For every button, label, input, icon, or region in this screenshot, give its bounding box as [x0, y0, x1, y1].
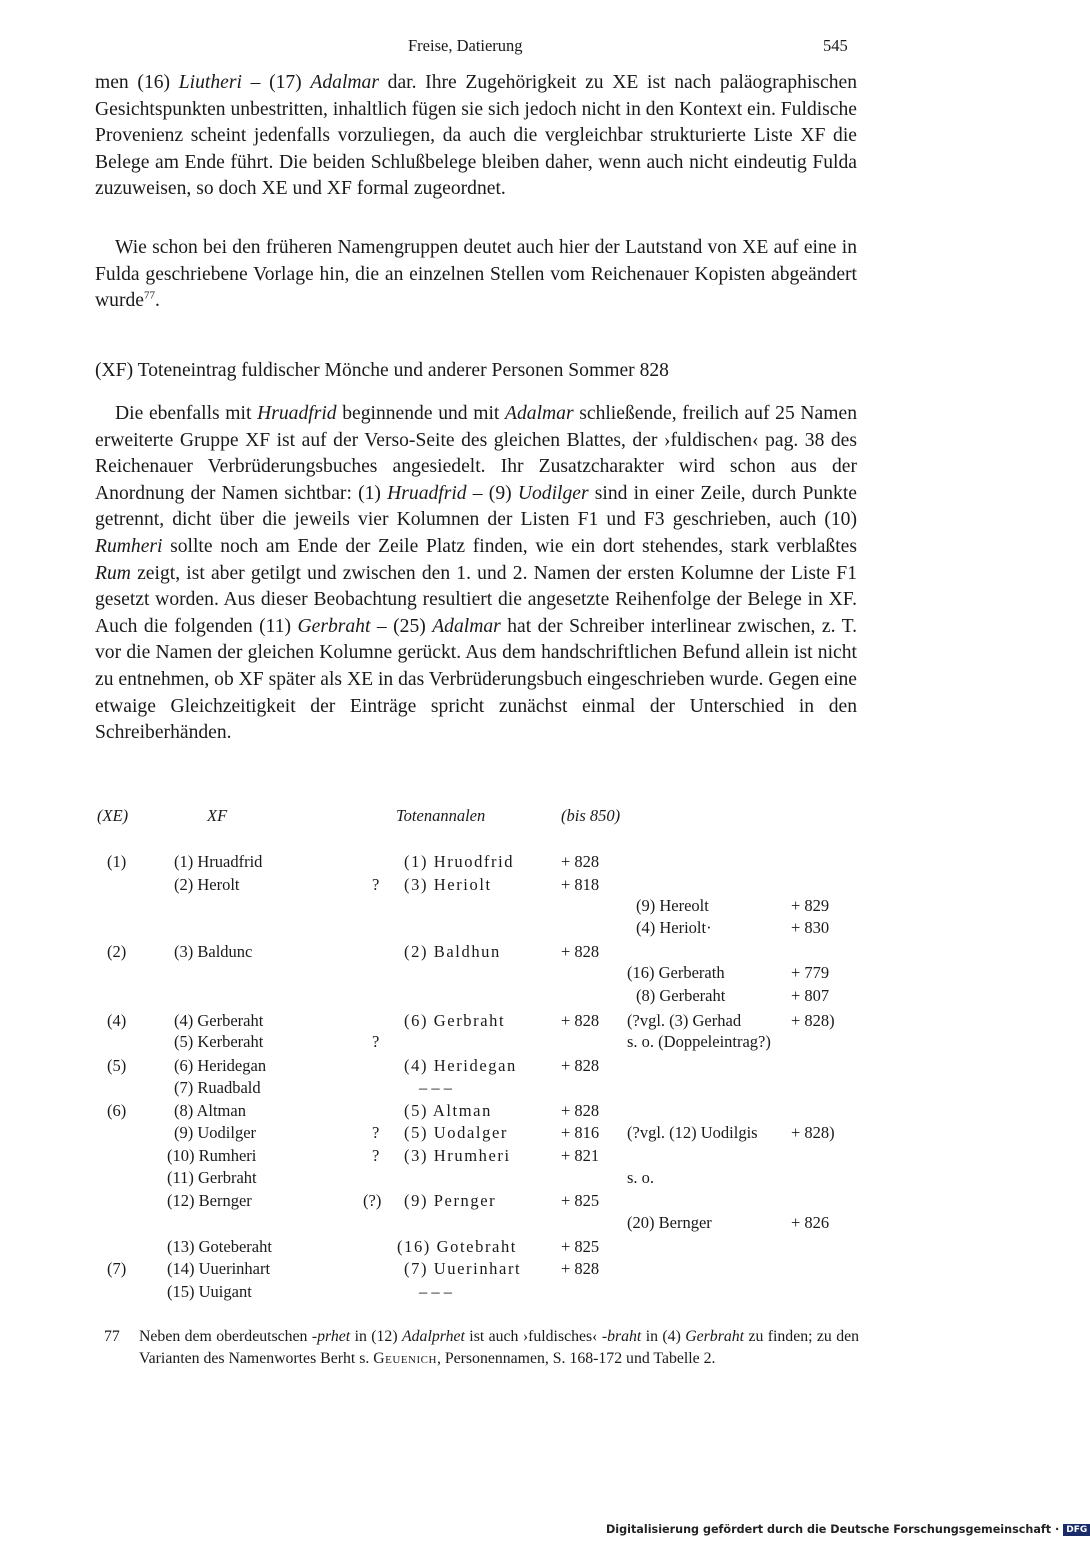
table-cell-xf: (13) Goteberaht [167, 1237, 272, 1256]
footnote-number: 77 [104, 1328, 120, 1345]
table-cell-extra-year: + 807 [791, 986, 830, 1005]
table-cell-tot: (3) Hrumheri [404, 1146, 511, 1165]
table-cell-xf: (14) Uuerinhart [167, 1259, 271, 1278]
table-cell-xf: (10) Rumheri [167, 1146, 257, 1165]
table-cell-year: + 818 [561, 875, 600, 894]
table-cell-tot-dash: – – – [419, 1078, 452, 1097]
paragraph-lautstand: Wie schon bei den früheren Namengruppen deutet auch hier der Lautstand von XE auf eine in Fulda geschriebene Vorlage hin, die an einzelnen Stellen vom Reichenauer Kopisten abgeändert wurde$^{77}$. [95, 237, 857, 312]
table-cell-year: + 828 [561, 1101, 600, 1120]
table-cell-q: ? [372, 1032, 380, 1051]
table-cell-year: + 828 [561, 1011, 600, 1030]
table-header-totenannalen: Totenannalen [396, 806, 486, 825]
table-cell-extra-year: + 828) [791, 1011, 835, 1030]
table-cell-xf: (4) Gerberaht [174, 1011, 264, 1030]
table-cell-tot: (1) Hruodfrid [404, 852, 515, 871]
table-cell-year: + 828 [561, 1259, 600, 1278]
table-cell-extra: (4) Heriolt· [636, 918, 712, 937]
table-cell-tot: (6) Gerbraht [404, 1011, 506, 1030]
table-cell-tot: (3) Heriolt [404, 875, 492, 894]
table-cell-xf: (8) Altman [174, 1101, 246, 1120]
table-cell-extra-year: + 829 [791, 896, 830, 915]
table-cell-extra: (16) Gerberath [627, 963, 725, 982]
table-cell-extra: (20) Bernger [627, 1213, 712, 1232]
table-cell-year: + 821 [561, 1146, 600, 1165]
paragraph-continuation: men (16) Liutheri – (17) Adalmar dar. Ihre Zugehörigkeit zu XE ist nach paläographischen Gesichtspunkten unbestritten, inhaltlich fügen sie sich jedoch nicht in den Kontext ein. Fuldische Provenienz scheint jedenfalls vorzuliegen, da auch die vergleichbar strukturierte Liste XF die Belege am Ende führt. Die beiden Schlußbelege bleiben daher, wenn auch nicht eindeutig Fulda zuzuweisen, so doch XE und XF formal zugeordnet. [95, 72, 857, 200]
paragraph-xf-description: Die ebenfalls mit Hruadfrid beginnende und mit Adalmar schließende, freilich auf 25 Namen erweiterte Gruppe XF ist auf der Verso-Seite des gleichen Blattes, der ›fuldischen‹ pag. 38 des Reichenauer Verbrüderungsbuches angesiedelt. Ihr Zusatzcharakter wird schon aus der Anordnung der Namen sichtbar: (1) Hruadfrid – (9) Uodilger sind in einer Zeile, durch Punkte getrennt, dicht über die jeweils vier Kolumnen der Listen F1 und F3 geschrieben, auch (10) Rumheri sollte noch am Ende der Zeile Platz finden, wie ein dort stehendes, stark verblaßtes Rum zeigt, ist aber getilgt und zwischen den 1. und 2. Namen der ersten Kolumne der Liste F1 gesetzt worden. Aus dieser Beobachtung resultiert die angesetzte Reihenfolge der Belege in XF. Auch die folgenden (11) Gerbraht – (25) Adalmar hat der Schreiber interlinear zwischen, z. T. vor die Namen der gleichen Kolumne gerückt. Aus dem handschriftlichen Befund allein ist nicht zu entnehmen, ob XF später als XE in das Verbrüderungsbuch eingeschrieben wurde. Gegen eine etwaige Gleichzeitigkeit der Einträge spricht zunächst einmal der Unterschied in den Schreiberhänden. [95, 403, 857, 744]
table-cell-extra: s. o. (Doppeleintrag?) [627, 1032, 771, 1051]
table-cell-xe: (4) [107, 1011, 127, 1030]
running-head-title: Freise, Datierung [408, 36, 523, 55]
table-cell-q: ? [372, 1123, 380, 1142]
section-heading: (XF) Toteneintrag fuldischer Mönche und anderer Personen Sommer 828 [95, 360, 669, 381]
table-cell-tot: (16) Gotebraht [397, 1237, 517, 1256]
table-cell-xf: (5) Kerberaht [174, 1032, 264, 1051]
table-cell-year: + 825 [561, 1191, 600, 1210]
table-cell-xf: (2) Herolt [174, 875, 240, 894]
table-cell-tot: (5) Altman [404, 1101, 492, 1120]
table-cell-xf: (12) Bernger [167, 1191, 252, 1210]
table-cell-xe: (5) [107, 1056, 127, 1075]
table-cell-xf: (3) Baldunc [174, 942, 253, 961]
table-cell-xf: (1) Hruadfrid [174, 852, 263, 871]
dfg-logo: DFG [1063, 1524, 1090, 1536]
table-cell-tot: (4) Heridegan [404, 1056, 517, 1075]
table-cell-extra-year: + 830 [791, 918, 830, 937]
table-cell-tot: (2) Baldhun [404, 942, 501, 961]
footnote-text: Neben dem oberdeutschen -prhet in (12) Adalprhet ist auch ›fuldisches‹ -braht in (4) Gerbraht zu finden; zu den Varianten des Namenwortes Berht s. Geuenich, Personennamen, S. 168-172 und Tabelle 2. [139, 1328, 860, 1367]
table-cell-xf: (7) Ruadbald [174, 1078, 261, 1097]
table-cell-extra-year: + 779 [791, 963, 830, 982]
footnote-77 [104, 1326, 860, 1369]
footnote-reference: 77 [143, 289, 155, 302]
table-cell-tot: (5) Uodalger [404, 1123, 508, 1142]
table-cell-tot-dash: – – – [419, 1282, 452, 1301]
table-cell-year: + 828 [561, 852, 600, 871]
table-cell-tot: (9) Pernger [404, 1191, 497, 1210]
table-cell-xf: (11) Gerbraht [167, 1168, 257, 1187]
table-cell-year: + 816 [561, 1123, 600, 1142]
table-cell-q: ? [372, 875, 380, 894]
table-cell-extra: (?vgl. (3) Gerhad [627, 1011, 742, 1030]
table-cell-extra-year: + 828) [791, 1123, 835, 1142]
table-cell-xf: (6) Heridegan [174, 1056, 267, 1075]
table-header-xe: (XE) [97, 806, 129, 825]
page-number: 545 [823, 36, 848, 55]
table-cell-extra: (8) Gerberaht [636, 986, 726, 1005]
table-cell-xe: (2) [107, 942, 127, 961]
digitization-credit: Digitalisierung gefördert durch die Deutsche Forschungsgemeinschaft · DFG [606, 1523, 1090, 1536]
table-cell-extra: (9) Hereolt [636, 896, 709, 915]
table-cell-year: + 828 [561, 1056, 600, 1075]
table-cell-year: + 828 [561, 942, 600, 961]
table-cell-xf: (9) Uodilger [174, 1123, 257, 1142]
table-cell-tot: (7) Uuerinhart [404, 1259, 522, 1278]
table-cell-q: ? [372, 1146, 380, 1165]
table-cell-xf: (15) Uuigant [167, 1282, 252, 1301]
table-cell-year: + 825 [561, 1237, 600, 1256]
table-cell-extra-year: + 826 [791, 1213, 830, 1232]
table-header-xf: XF [207, 806, 228, 825]
table-cell-xe: (7) [107, 1259, 127, 1278]
table-cell-q: (?) [363, 1191, 382, 1210]
running-head [0, 34, 1000, 58]
table-cell-extra: (?vgl. (12) Uodilgis [627, 1123, 758, 1142]
table-cell-xe: (6) [107, 1101, 127, 1120]
table-header-bis-850: (bis 850) [561, 806, 621, 825]
table-cell-extra: s. o. [627, 1168, 655, 1187]
table-cell-xe: (1) [107, 852, 127, 871]
